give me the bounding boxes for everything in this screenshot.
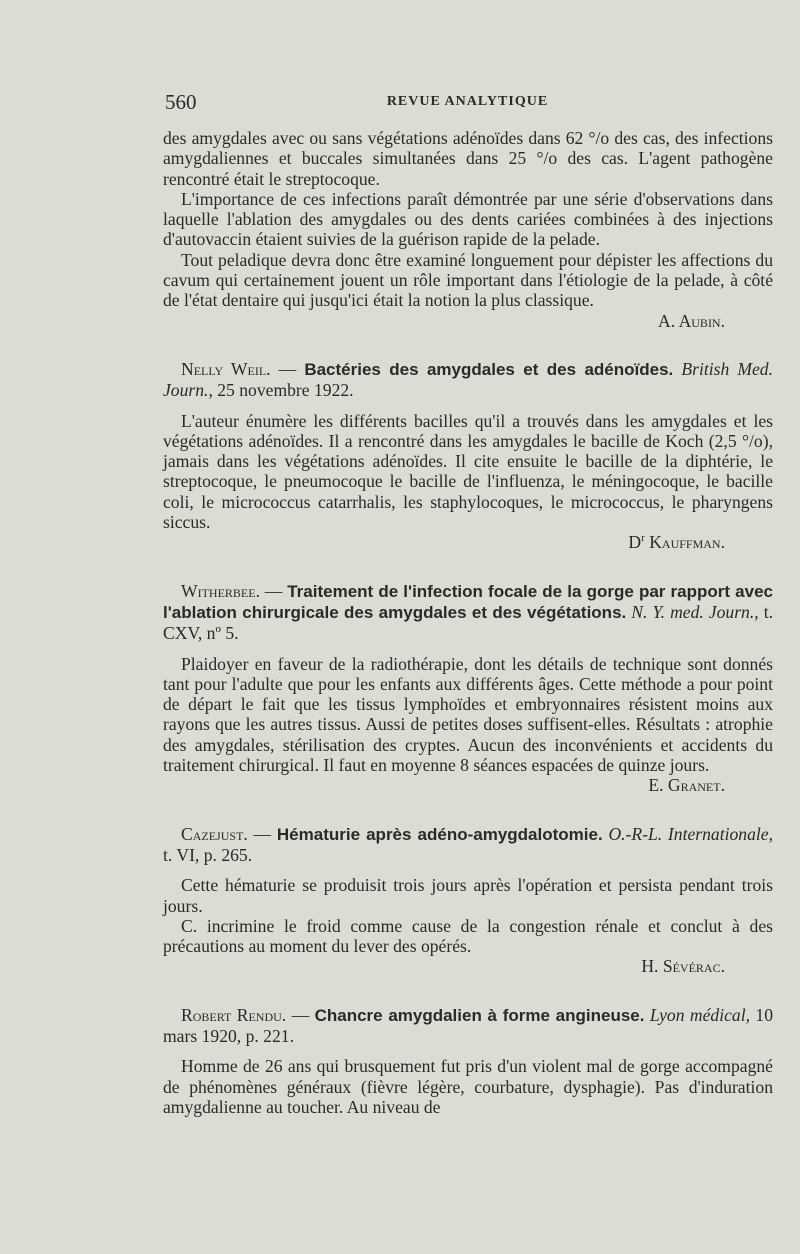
article-title: Chancre amygdalien à forme angineuse.	[314, 1005, 645, 1025]
article-body: Cette hématurie se produisit trois jours après l'opération et persista pendant trois jours.	[163, 875, 773, 916]
signature-name: Kauffman.	[649, 532, 725, 553]
signature	[163, 532, 773, 552]
article-heading	[163, 581, 773, 644]
article-body: L'auteur énumère les différents bacilles qu'il a trouvés dans les amygdales et les végétations adénoïdes. Il a rencontré dans les amygdales le bacille de Koch (2,5 °/o), jamais dans les végétations adénoïdes. Il cite ensuite le bacille de la diphtérie, le streptocoque, le pneumocoque le bacille de l'influenza, le méningocoque, le bacille coli, le micrococcus catarrhalis, les staphylocoques, le micrococcus, le pharyngens siccus.	[163, 410, 773, 533]
signature-prefix: D	[628, 532, 642, 553]
article-body: Plaidoyer en faveur de la radiothérapie, dont les détails de technique sont donnés tant pour l'adulte que pour les enfants aux différents âges. Cette méthode a pour point de départ le fait que les tissus lymphoïdes et embryonnaires résistent moins aux rayons que les autres tissus. Aussi de petites doses suffisent-elles. Résultats : atrophie des amygdales, stérilisation des cryptes. Aucun des inconvénients et accidents du traitement chirurgical. Il faut en moyenne 8 séances espacées de quinze jours.	[163, 653, 773, 776]
article-author: Cazejust. —	[181, 823, 272, 844]
article-body: C. incrimine le froid comme cause de la congestion rénale et conclut à des précautions au moment du lever des opérés.	[163, 915, 773, 957]
intro-paragraph: Tout peladique devra donc être examiné longuement pour dépister les affections du cavum qui certainement jouent un rôle important dans l'étiologie de la pelade, à côté de l'état dentaire qui jusqu'ici était la notion la plus classique.	[163, 249, 773, 311]
article-source: N. Y. med. Journ.,	[631, 601, 759, 622]
signature: H. Sévérac.	[641, 956, 725, 977]
article-title: Traitement de l'infection focale de la gorge par rapport avec l'ablation chirurgicale des amygdales et des végétations.	[163, 581, 773, 622]
article-author: Robert Rendu. —	[181, 1004, 310, 1025]
signature: A. Aubin.	[658, 310, 725, 331]
article-source: Lyon médical,	[649, 1004, 751, 1025]
article-witherbee	[163, 581, 773, 796]
page-content	[163, 128, 773, 1117]
intro-paragraph: des amygdales avec ou sans végétations adénoïdes dans 62 °/o des cas, des infections amygdaliennes et buccales simultanées dans 25 °/o des cas. L'agent pathogène rencontré était le streptocoque.	[163, 128, 773, 189]
article-heading	[163, 359, 773, 401]
article-author: Witherbee. —	[181, 580, 283, 601]
article-rendu	[163, 1005, 773, 1117]
signature: E. Granet.	[648, 775, 725, 796]
article-source: O.-R-L. Internationale,	[608, 823, 773, 844]
article-heading	[163, 824, 773, 866]
article-body: Homme de 26 ans qui brusquement fut pris d'un violent mal de gorge accompagné de phénomènes généraux (fièvre légère, courbature, dysphagie). Pas d'induration amygdalienne au toucher. Au niveau de	[163, 1056, 773, 1117]
article-source: British Med. Journ.,	[163, 358, 773, 401]
signature-sup: r	[641, 532, 645, 545]
page-header	[165, 90, 770, 114]
article-details: t. VI, p. 265.	[163, 844, 253, 865]
article-title: Bactéries des amygdales et des adénoïdes.	[304, 359, 674, 379]
article-details: t. CXV, nº 5.	[163, 601, 773, 644]
article-cazejust	[163, 824, 773, 977]
intro-paragraph: L'importance de ces infections paraît démontrée par une série d'observations dans laquelle l'ablation des amygdales ou des dents cariées combinées à des injections d'autovaccin étaient suivies de la guérison rapide de la pelade.	[163, 188, 773, 250]
article-heading	[163, 1005, 773, 1047]
article-title: Hématurie après adéno-amygdalotomie.	[276, 824, 603, 844]
article-details: 25 novembre 1922.	[217, 380, 354, 401]
article-details: 10 mars 1920, p. 221.	[163, 1004, 773, 1046]
article-weil	[163, 359, 773, 553]
article-author: Nelly Weil. —	[181, 358, 297, 379]
page-number: 560	[165, 90, 197, 114]
running-title: REVUE ANALYTIQUE	[386, 94, 549, 109]
